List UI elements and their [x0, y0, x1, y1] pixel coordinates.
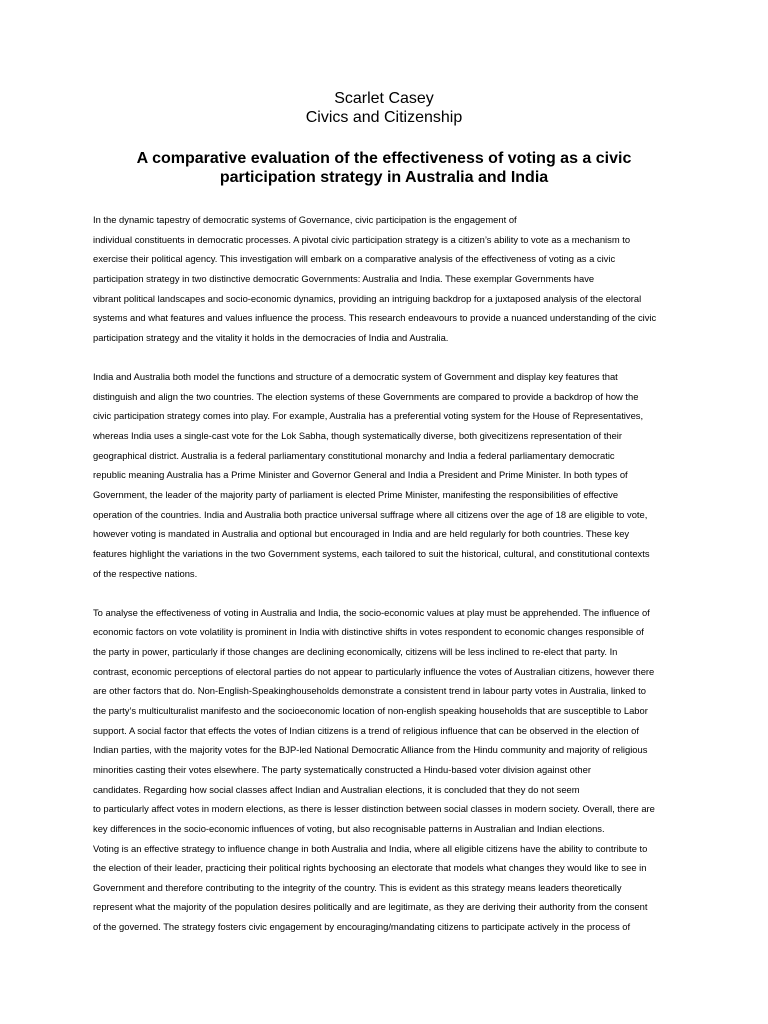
course-name: Civics and Citizenship: [305, 109, 463, 126]
paragraph: [93, 210, 683, 347]
text-line: To analyse the effectiveness of voting in Australia and India, the socio-economic values at play must be apprehended. The influence of: [93, 606, 650, 618]
paragraph: [93, 367, 683, 583]
text-line: vibrant political landscapes and socio-economic dynamics, providing an intriguing backdrop for a juxtaposed analysis of the electoral: [93, 292, 642, 304]
text-line: contrast, economic perceptions of electoral parties do not appear to particularly influence the votes of Australian citizens, however there: [93, 665, 655, 677]
text-line: India and Australia both model the functions and structure of a democratic system of Government and display key features that: [93, 371, 618, 383]
text-line: participation strategy in two distinctive democratic Governments: Australia and India. These exemplar Governments have: [93, 272, 595, 284]
text-line: operation of the countries. India and Australia both practice universal suffrage where all citizens over the age of 18 are eligible to vote,: [93, 508, 648, 520]
text-line: the election of their leader, practicing their political rights bychoosing an electorate that models what changes they would like to see in: [93, 862, 647, 874]
text-line: In the dynamic tapestry of democratic systems of Governance, civic participation is the engagement of: [93, 214, 517, 225]
text-line: individual constituents in democratic processes. A pivotal civic participation strategy is a citizen’s ability to vote as a mechanism to: [93, 233, 631, 245]
paragraph: [93, 603, 683, 937]
title-line: participation strategy in Australia and India: [219, 169, 549, 186]
paragraph-gap: [93, 347, 683, 367]
text-line: systems and what features and values influence the process. This research endeavours to provide a nuanced understanding of the civic: [93, 312, 657, 324]
essay-title: [84, 149, 684, 187]
text-line: features highlight the variations in the two Government systems, each tailored to suit the historical, cultural, and constitutional contexts: [93, 547, 650, 559]
text-line: Indian parties, with the majority votes for the BJP-led National Democratic Alliance from the Hindu community and majority of religious: [93, 744, 648, 756]
text-line: are other factors that do. Non-English-Speakinghouseholds demonstrate a consistent trend in labour party votes in Australia, linked to: [93, 685, 646, 697]
text-line: republic meaning Australia has a Prime Minister and Governor General and India a President and Prime Minister. In both types of: [93, 469, 628, 481]
text-line: Government, the leader of the majority party of parliament is elected Prime Minister, manifesting the responsibilities of effective: [93, 488, 619, 500]
text-line: Government and therefore contributing to the integrity of the country. This is evident as this strategy means leaders theoretically: [93, 881, 622, 893]
paragraph-gap: [93, 583, 683, 603]
text-line: the party in power, particularly if those changes are declining economically, citizens will be less inclined to re-elect that party. In: [93, 646, 618, 658]
text-line: economic factors on vote volatility is prominent in India with distinctive shifts in votes respondent to economic changes responsible of: [93, 626, 644, 638]
text-line: participation strategy and the vitality it holds in the democracies of India and Australia.: [93, 331, 449, 343]
text-line: minorities casting their votes elsewhere. The party systematically constructed a Hindu-based voter division against other: [93, 763, 591, 775]
text-line: civic participation strategy comes into play. For example, Australia has a preferential voting system for the House of Representatives,: [93, 410, 644, 422]
author-name: Scarlet Casey: [334, 90, 434, 107]
text-line: Voting is an effective strategy to influence change in both Australia and India, where all eligible citizens have the ability to contribute to: [93, 842, 648, 854]
essay-body: [93, 210, 683, 937]
text-line: of the governed. The strategy fosters civic engagement by encouraging/mandating citizens to participate actively in the process of: [93, 921, 631, 933]
text-line: represent what the majority of the population desires politically and are legitimate, as they are deriving their authority from the consent: [93, 901, 648, 913]
text-line: candidates. Regarding how social classes affect Indian and Australian elections, it is concluded that they do not seem: [93, 783, 580, 795]
text-line: however voting is mandated in Australia and optional but encouraged in India and are held regularly for both countries. These key: [93, 528, 630, 540]
text-line: to particularly affect votes in modern elections, as there is lesser distinction between social classes in modern society. Overall, there are: [93, 803, 655, 815]
title-line: A comparative evaluation of the effectiveness of voting as a civic: [136, 150, 632, 167]
text-line: distinguish and align the two countries. The election systems of these Governments are compared to provide a backdrop of how the: [93, 390, 639, 402]
text-line: whereas India uses a single-cast vote for the Lok Sabha, though systematically diverse, both givecitizens representation of their: [93, 430, 622, 442]
text-line: the party’s multiculturalist manifesto and the socioeconomic location of non-english speaking households that are susceptible to Labor: [93, 705, 648, 717]
text-line: of the respective nations.: [93, 567, 198, 579]
text-line: key differences in the socio-economic influences of voting, but also recognisable patterns in Australian and Indian elections.: [93, 822, 605, 834]
text-line: support. A social factor that effects the votes of Indian citizens is a trend of religious influence that can be observed in the election of: [93, 724, 639, 736]
text-line: exercise their political agency. This investigation will embark on a comparative analysis of the effectiveness of voting as a civic: [93, 253, 616, 265]
text-line: geographical district. Australia is a federal parliamentary constitutional monarchy and India a federal parliamentary democratic: [93, 449, 615, 461]
